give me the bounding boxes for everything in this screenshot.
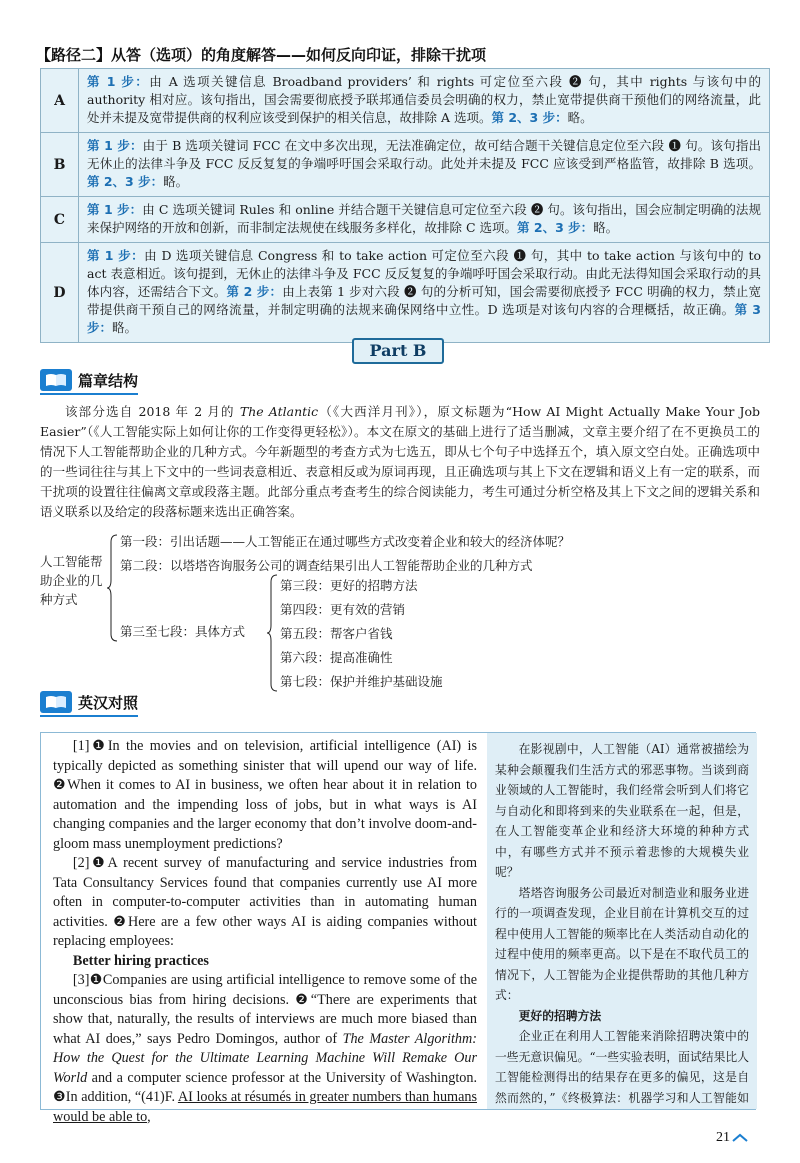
tree-brace-sub — [266, 574, 278, 692]
step-label: 第 2、3 步： — [517, 220, 594, 235]
en-paragraph-2: [2]❶A recent survey of manufacturing and service industries from Tata Consultancy Services found that companies currently use AI more often in computer-to-computer activities than in automating human activities. ❷Here are a few other ways AI is aiding companies without replacing employees: — [53, 855, 477, 949]
bilingual-box — [40, 732, 756, 1125]
structure-heading: 篇章结构 — [78, 371, 139, 390]
analysis-text: 略。 — [163, 174, 189, 189]
analysis-text: 略。 — [567, 110, 593, 125]
structure-intro — [40, 402, 760, 522]
analysis-text: 由 C 选项关键词 Rules 和 online 并结合题干关键信息可定位至六段 ❷ 句。该句指出，国会应制定明确的法规来保护网络的开放和创新，而非制定法规使在线服务多样化，故排除 C 选项。 — [87, 202, 761, 235]
zh-paragraph-3: 企业正在利用人工智能来消除招聘决策中的一些无意识偏见。“一些实验表明，面试结果比人工智能检测得出的结果存在更多的偏见，这是自然而然的，”《终极算法：机器学习和人工智能如 — [495, 1029, 749, 1105]
tree-subnode: 第六段：提高准确性 — [280, 650, 393, 665]
zh-subheading: 更好的招聘方法 — [518, 1008, 602, 1023]
tree-subnode: 第三段：更好的招聘方法 — [280, 578, 418, 593]
step-label: 第 1 步： — [87, 138, 143, 153]
chinese-column — [487, 733, 757, 1109]
analysis-text: 由 A 选项关键信息 Broadband providers’ 和 rights 可定位至六段 ❷ 句，其中 rights 与该句中的 authority 相对应。该句指出，国会需要彻底授予联邦通信委员会明确的权力，禁止宽带提供商干预他们的网络流量，此处并未提及宽带提供商的权利应该受到保护的相关信息，故排除 A 选项。 — [87, 74, 762, 125]
option-analysis — [79, 69, 770, 133]
step-label: 第 2、3 步： — [491, 110, 568, 125]
step-label: 第 1 步： — [87, 74, 150, 89]
option-letter: B — [41, 133, 79, 197]
route-title: 【路径二】从答（选项）的角度解答——如何反向印证，排除干扰项 — [36, 46, 487, 64]
option-analysis — [79, 133, 770, 197]
option-letter: C — [41, 197, 79, 243]
step-label: 第 2、3 步： — [87, 174, 164, 189]
tree-subnode: 第四段：更有效的营销 — [280, 602, 406, 617]
option-letter: A — [41, 69, 79, 133]
analysis-text: 由于 B 选项关键词 FCC 在文中多次出现，无法准确定位，故可结合题干关键信息定位至六段 ❶ 句。该句指出无休止的法律斗争及 FCC 反反复复的争端呼吁国会采取行动。此处并未提及 FCC 应该受到严格监管，故排除 B 选项。 — [87, 138, 761, 171]
book-icon — [40, 369, 72, 391]
step-label: 第 2 步： — [226, 284, 283, 299]
option-row-b — [41, 133, 770, 197]
step-label: 第 3 步： — [87, 302, 761, 335]
option-row-d — [41, 243, 770, 343]
step-label: 第 1 步： — [87, 248, 145, 263]
part-b-label: Part B — [352, 338, 444, 364]
section-underline — [40, 715, 138, 717]
en-subheading: Better hiring practices — [72, 952, 209, 969]
structure-tree — [40, 530, 760, 690]
intro-magazine: The Atlantic — [239, 404, 319, 419]
analysis-text: 略。 — [112, 320, 138, 335]
tree-node-p3-7: 第三至七段：具体方式 — [120, 624, 246, 639]
option-row-a — [41, 69, 770, 133]
tree-brace-main — [106, 534, 118, 642]
page-number-text: 21 — [716, 1130, 730, 1145]
options-analysis-table — [40, 68, 770, 343]
zh-paragraph-1: 在影视剧中，人工智能（AI）通常被描绘为某种会颠覆我们生活方式的邪恶事物。当谈到商业领域的人工智能时，我们经常会听到人们将它与自动化和即将到来的失业联系在一起，但是，在人工智能变革企业和经济大环境的种种方式中，有哪些方式并不预示着悲惨的大规模失业呢？ — [495, 742, 749, 879]
zh-paragraph-2: 塔塔咨询服务公司最近对制造业和服务业进行的一项调查发现，企业目前在计算机交互的过程中使用人工智能的频率比在人类活动自动化的过程中使用的频率更高。以下是在不取代员工的情况下，人工智能为企业提供帮助的其他几种方式： — [495, 885, 749, 1002]
en-p3-book-title: The Master Algorithm: How the Quest for the Ultimate Learning Machine Will Remake Our World — [53, 1030, 477, 1086]
structure-section-header — [40, 368, 138, 392]
bilingual-section-header — [40, 690, 138, 714]
english-column — [53, 737, 477, 1127]
en-p3-text-a: [3]❶Companies are using artificial intelligence to remove some of the unconscious bias from hiring decisions. ❷“There are experiments that show that, naturally, the results of interviews are much more biased than what AI does,” says Pedro Domingos, author of — [53, 972, 477, 1047]
en-paragraph-1: [1]❶In the movies and on television, artificial intelligence (AI) is typically depicted as something sinister that will upend our way of life. ❷When it comes to AI in business, we often hear about it in relation to automation and the impending loss of jobs, but in what ways is AI changing companies and the larger economy that don’t involve doom-and-gloom mass unemployment predictions? — [53, 738, 477, 852]
en-p3-text-b: and a computer science professor at the University of Washington. ❸In addition, “(41)F. — [53, 1069, 477, 1105]
intro-text-before: 该部分选自 2018 年 2 月的 — [65, 404, 240, 419]
option-analysis — [79, 243, 770, 343]
step-label: 第 1 步： — [87, 202, 143, 217]
analysis-text: 由上表第 1 步对六段 ❷ 句的分析可知，国会需要彻底授予 FCC 明确的权力，禁止宽带提供商干预自己的网络流量，并制定明确的法规来确保网络中立性。D 选项是对该句内容的合理概括，故正确。 — [87, 284, 761, 317]
tree-node-p1: 第一段：引出话题——人工智能正在通过哪些方式改变着企业和较大的经济体呢？ — [120, 534, 571, 549]
book-icon — [40, 691, 72, 713]
page-corner-icon — [732, 1133, 748, 1143]
option-row-c — [41, 197, 770, 243]
option-letter: D — [41, 243, 79, 343]
bilingual-heading: 英汉对照 — [78, 693, 139, 712]
analysis-text: 略。 — [593, 220, 619, 235]
section-underline — [40, 393, 138, 395]
intro-text-after: （《大西洋月刊》），原文标题为“How AI Might Actually Make Your Job Easier”（《人工智能实际上如何让你的工作变得更轻松》）。本文在原文的基础上进行了适当删减，文章主要介绍了在不更换员工的情况下人工智能帮助企业的几种方式。今年新题型的考查方式为七选五，即从七个句子中选择五个，填入原文空白处。正确选项中的一些词往往与其上下文中的一些词表意相近、表意相反或为原词再现，且正确选项与其上下文在逻辑和语义上有一定的联系，而干扰项的设置往往偏离文章或段落主题。此部分重点考查考生的综合阅读能力，考生可通过分析空格及其上下文之间的逻辑关系和语义联系以及给定的段落标题来选出正确答案。 — [40, 404, 760, 519]
tree-node-p2: 第二段：以塔塔咨询服务公司的调查结果引出人工智能帮助企业的几种方式 — [120, 558, 533, 573]
analysis-text: 由 D 选项关键信息 Congress 和 to take action 可定位至六段 ❶ 句，其中 to take action 与该句中的 to act 表意相近。该句提到，无休止的法律斗争及 FCC 反反复复的争端呼吁国会采取行动。由此无法得知国会采取行动的具体内容，还需结合下文。 — [87, 248, 761, 299]
page-number — [716, 1130, 748, 1146]
option-analysis — [79, 197, 770, 243]
tree-root: 人工智能帮助企业的几种方式 — [40, 554, 103, 607]
tree-subnode: 第七段：保护并维护基础设施 — [280, 674, 443, 689]
en-paragraph-3 — [53, 971, 477, 1127]
en-p3-answer-sentence: AI looks at résumés in greater numbers than humans would be able to, — [53, 1089, 477, 1125]
tree-subnode: 第五段：帮客户省钱 — [280, 626, 393, 641]
